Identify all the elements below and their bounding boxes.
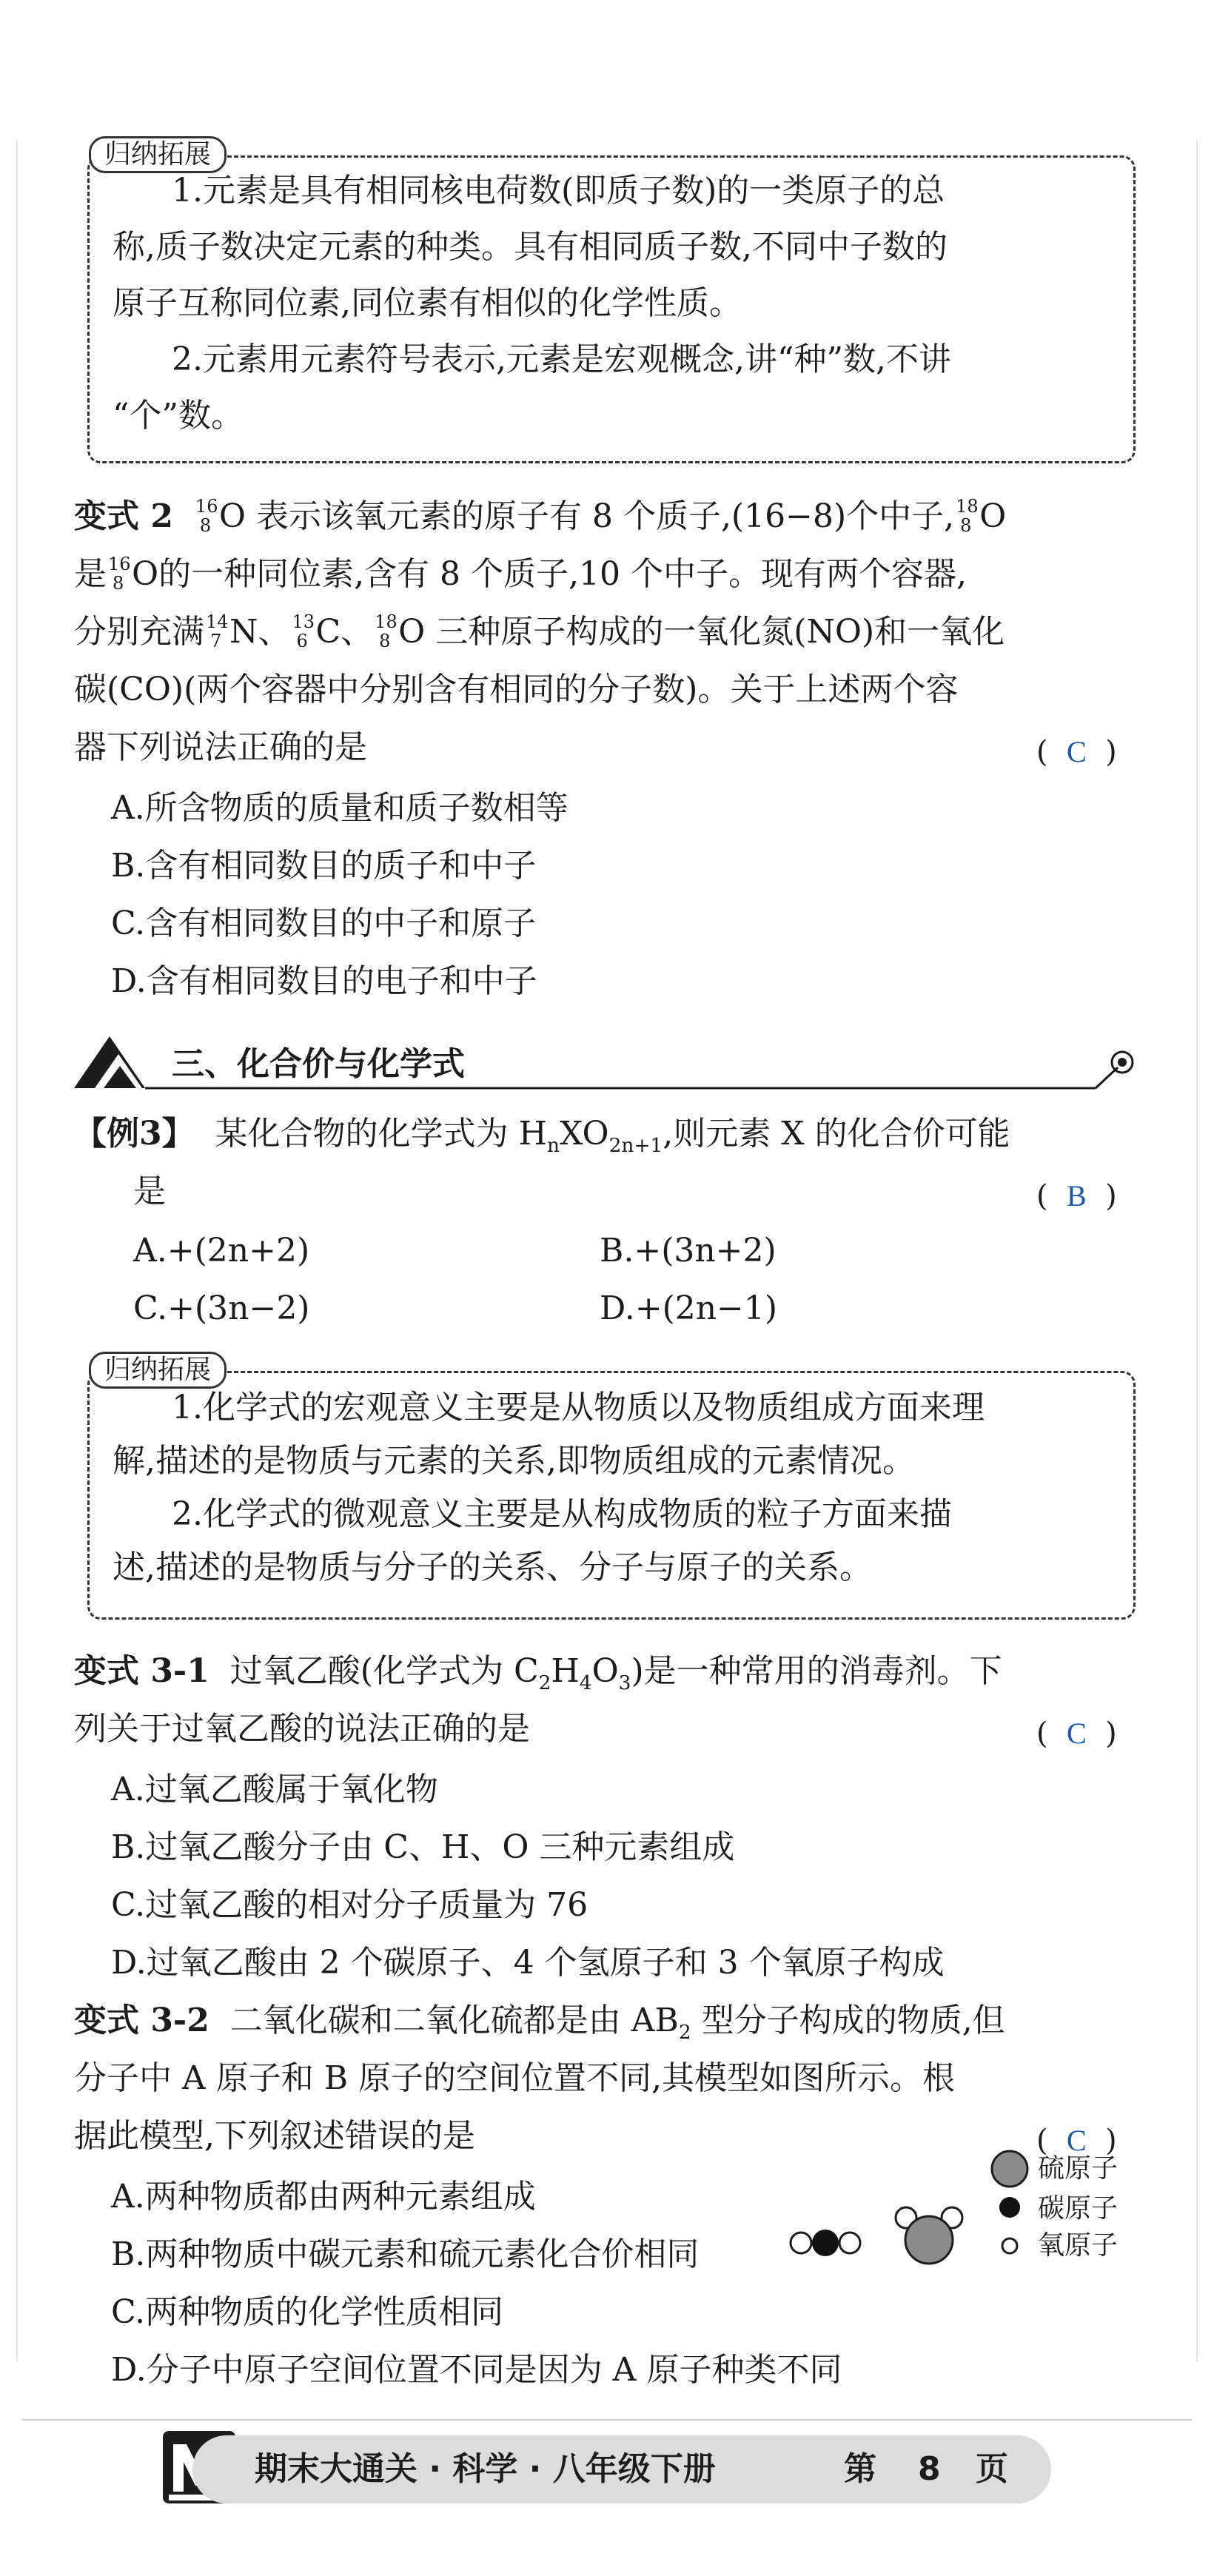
section-3-title: 三、化合价与化学式 — [172, 1045, 465, 1083]
summary1-line-5: “个”数。 — [113, 397, 244, 435]
summary1-line-2: 称,质子数决定元素的种类。具有相同质子数,不同中子数的 — [113, 228, 948, 266]
question-2-option-a: A.所含物质的质量和质子数相等 — [111, 789, 569, 827]
footer-bar — [192, 2435, 1051, 2503]
isotope-o18-notation: 18 8 — [956, 496, 979, 536]
summary1-line-1: 1.元素是具有相同核电荷数(即质子数)的一类原子的总 — [172, 172, 945, 209]
sulfur-atom-legend-icon — [987, 2147, 1032, 2191]
example-3-option-b: B.+(3n+2) — [600, 1232, 777, 1269]
example-3-line-1: 【例3】 某化合物的化学式为 $H_nXO_{2n+1}$,则元素 X 的化合价可能 — [74, 1115, 1010, 1157]
question-3-1-answer: ( C ) — [1036, 1717, 1117, 1751]
summary-tag-1: 归纳拓展 — [89, 136, 227, 173]
legend-sulfur-label: 硫原子 — [1038, 2153, 1119, 2184]
question-3-1-option-d: D.过氧乙酸由 2 个碳原子、4 个氢原子和 3 个氧原子构成 — [111, 1944, 945, 1982]
co2-molecule-model — [785, 2221, 866, 2265]
question-3-1-option-c: C.过氧乙酸的相对分子质量为 76 — [111, 1886, 588, 1924]
summary-tag-2: 归纳拓展 — [89, 1352, 227, 1389]
carbon-atom-legend-icon — [995, 2193, 1024, 2222]
question-2-option-c: C.含有相同数目的中子和原子 — [111, 905, 537, 942]
question-3-2-option-d: D.分子中原子空间位置不同是因为 A 原子种类不同 — [111, 2351, 842, 2389]
legend-oxygen-label: 氧原子 — [1038, 2230, 1119, 2261]
question-3-1-label: 变式 3-1 — [74, 1652, 209, 1690]
example-3-label: 【例3】 — [74, 1115, 195, 1153]
question-2-answer: ( C ) — [1036, 735, 1117, 769]
question-3-1-line-1: 变式 3-1 过氧乙酸(化学式为 $C_2H_4O_3$)是一种常用的消毒剂。下 — [74, 1652, 1002, 1694]
summary2-line-1: 1.化学式的宏观意义主要是从物质以及物质组成方面来理 — [172, 1389, 985, 1426]
question-2-line-4: 碳(CO)(两个容器中分别含有相同的分子数)。关于上述两个容 — [74, 671, 959, 708]
question-3-1-option-a: A.过氧乙酸属于氧化物 — [111, 1771, 438, 1808]
question-3-2-option-c: C.两种物质的化学性质相同 — [111, 2293, 504, 2331]
question-2-line-2: 是 16 8 O的一种同位素,含有 8 个质子,10 个中子。现有两个容器, — [74, 552, 967, 597]
question-2-option-d: D.含有相同数目的电子和中子 — [111, 962, 537, 1000]
question-2-label: 变式 2 — [74, 497, 173, 535]
isotope-n14-notation: 14 7 — [206, 611, 229, 651]
question-2-line-5: 器下列说法正确的是 — [74, 728, 367, 766]
question-3-2-line-3: 据此模型,下列叙述错误的是 — [74, 2117, 475, 2155]
left-margin-rule — [16, 141, 18, 2361]
question-3-2-answer: ( C ) — [1036, 2124, 1117, 2158]
right-margin-rule — [1196, 141, 1198, 2361]
oxygen-atom-legend-icon — [998, 2234, 1022, 2258]
question-3-2-line-1: 变式 3-2 二氧化碳和二氧化硫都是由 $AB_2$ 型分子构成的物质,但 — [74, 2002, 1005, 2044]
question-2-option-b: B.含有相同数目的质子和中子 — [111, 847, 537, 885]
footer-page-suffix: 页 — [976, 2450, 1008, 2488]
isotope-o16-notation-2: 16 8 — [108, 554, 131, 594]
isotope-o18-notation-2: 18 8 — [375, 611, 398, 651]
question-3-2-option-a: A.两种物质都由两种元素组成 — [111, 2178, 536, 2216]
example-3-option-a: A.+(2n+2) — [133, 1232, 310, 1269]
legend-carbon-label: 碳原子 — [1038, 2193, 1119, 2224]
isotope-o16-notation: 16 8 — [195, 496, 218, 536]
summary2-line-3: 2.化学式的微观意义主要是从构成物质的粒子方面来描 — [172, 1495, 952, 1533]
so2-molecule-model — [888, 2198, 970, 2273]
question-2-line-3: 分别充满 14 7 N、 13 6 C、 18 8 O 三种原子构成的一氧化氮(NO)和一氧化 — [74, 610, 1005, 654]
example-3-option-c: C.+(3n−2) — [133, 1289, 310, 1327]
question-3-2-option-b: B.两种物质中碳元素和硫元素化合价相同 — [111, 2235, 700, 2273]
summary1-line-3: 原子互称同位素,同位素有相似的化学性质。 — [113, 284, 742, 322]
question-3-2-label: 变式 3-2 — [74, 2002, 209, 2039]
summary1-line-4: 2.元素用元素符号表示,元素是宏观概念,讲“种”数,不讲 — [172, 341, 951, 378]
example-3-answer: ( B ) — [1036, 1179, 1117, 1213]
footer-page-number: 8 — [918, 2450, 941, 2488]
summary2-line-4: 述,描述的是物质与分子的关系、分子与原子的关系。 — [113, 1549, 872, 1586]
question-3-1-option-b: B.过氧乙酸分子由 C、H、O 三种元素组成 — [111, 1828, 735, 1866]
question-2-line-1: 变式 2 16 8 O 表示该氧元素的原子有 8 个质子,(16−8)个中子, 18 8 O — [74, 494, 1006, 539]
question-3-2-line-2: 分子中 A 原子和 B 原子的空间位置不同,其模型如图所示。根 — [74, 2059, 956, 2097]
question-3-1-line-2: 列关于过氧乙酸的说法正确的是 — [74, 1710, 530, 1748]
summary2-line-2: 解,描述的是物质与元素的关系,即物质组成的元素情况。 — [113, 1442, 915, 1480]
example-3-option-d: D.+(2n−1) — [600, 1289, 778, 1327]
footer-book-title: 期末大通关 · 科学 · 八年级下册 — [255, 2450, 716, 2488]
footer-rule — [22, 2419, 1192, 2421]
footer-page-prefix: 第 — [844, 2450, 876, 2488]
example-3-line-2: 是 — [133, 1173, 166, 1210]
isotope-c13-notation: 13 6 — [292, 611, 315, 651]
